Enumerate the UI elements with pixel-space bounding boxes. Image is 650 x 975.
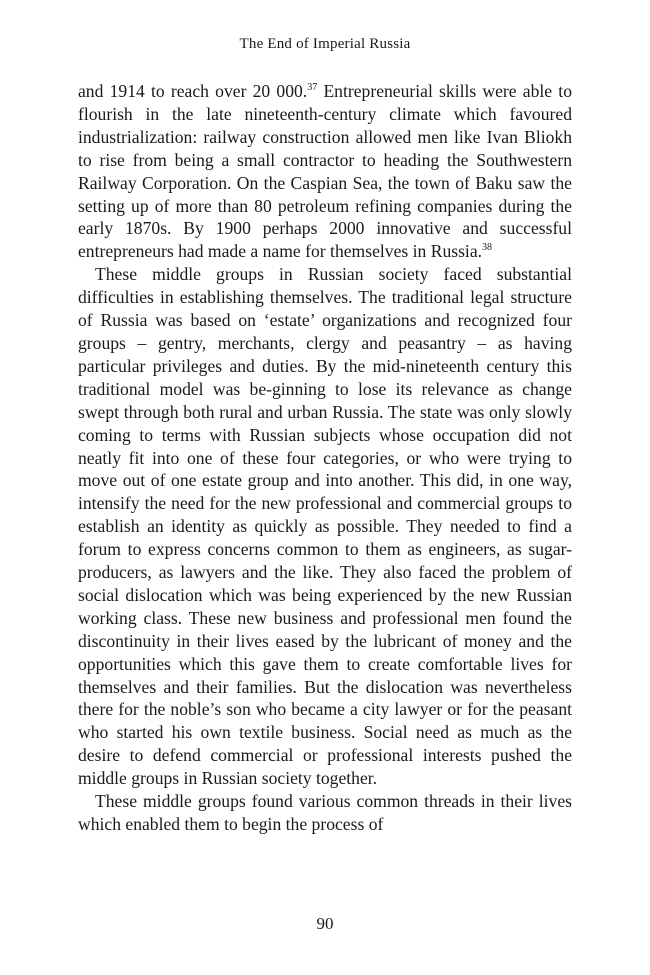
paragraph-text: and 1914 to reach over 20 000. [78,81,308,101]
paragraph-text: These middle groups in Russian society faced substantial difficulties in establishing themselves. The traditional legal structure of Russia was based on ‘estate’ organizations and recognized four groups – gentry, merchants, clergy and peasantry – as having particular privileges and duties. By the mid-nineteenth century this traditional model was be-ginning to lose its relevance as change swept through both rural and urban Russia. The state was only slowly coming to terms with Russian subjects whose occupation did not neatly fit into one of these four categories, or who were trying to move out of one estate group and into another. This did, in one way, intensify the need for the new professional and commercial groups to establish an identity as quickly as possible. They needed to find a forum to express concerns common to them as engineers, as sugar-producers, as lawyers and the like. They also faced the problem of social dislocation which was being experienced by the new Russian working class. These new business and professional men found the discontinuity in their lives eased by the lubricant of money and the opportunities which this gave them to create comfortable lives for themselves and their families. But the dislocation was nevertheless there for the noble’s son who became a city lawyer or for the peasant who started his own textile business. Social need as much as the desire to defend commercial or professional interests pushed the middle groups in Russian society together. [78,264,572,789]
running-head: The End of Imperial Russia [239,36,411,52]
paragraph [78,80,572,263]
paragraph-text: These middle groups found various common threads in their lives which enabled them to begin the process of [78,791,572,834]
paragraph-text: Entrepreneurial skills were able to flourish in the late nineteenth-century climate which favoured industrialization: railway construction allowed men like Ivan Bliokh to rise from being a small contractor to heading the Southwestern Railway Corporation. On the Caspian Sea, the town of Baku saw the setting up of more than 80 petroleum refining companies during the early 1870s. By 1900 perhaps 2000 innovative and successful entrepreneurs had made a name for themselves in Russia. [78,81,572,262]
paragraph [78,790,572,836]
body-text [78,80,572,836]
footnote-ref[interactable]: 38 [482,242,493,254]
page-number: 90 [316,914,334,933]
paragraph [78,263,572,790]
footnote-ref[interactable]: 37 [307,82,318,93]
